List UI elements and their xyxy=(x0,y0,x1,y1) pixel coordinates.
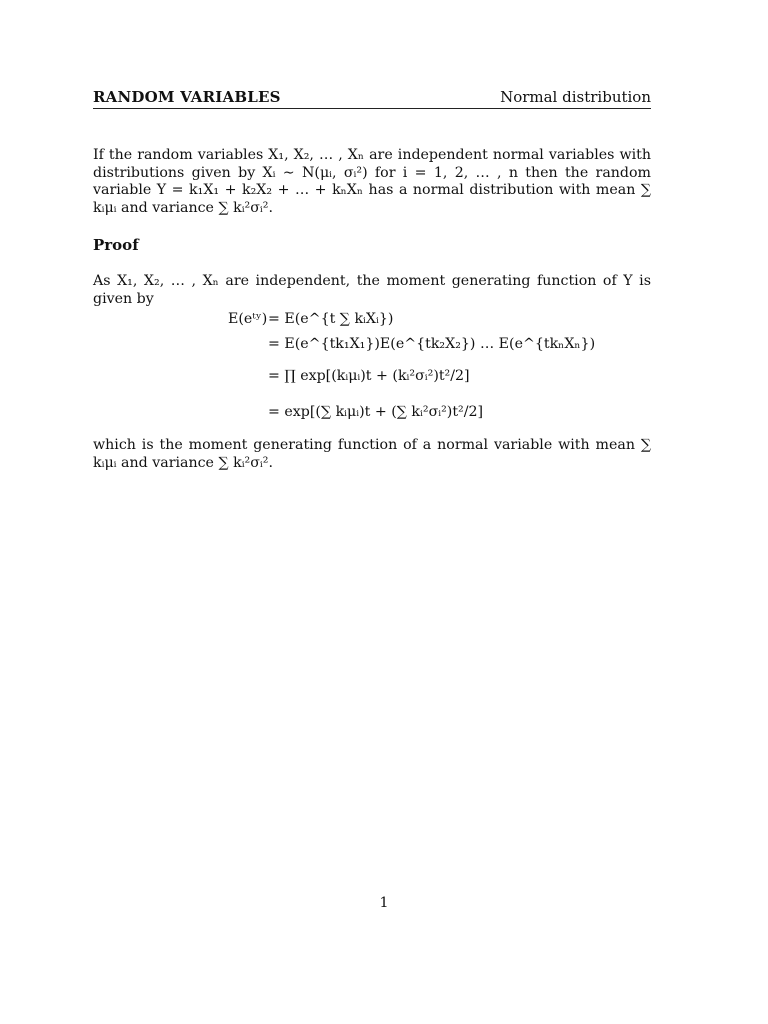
header-section: Normal distribution xyxy=(500,88,651,106)
equation-line-2: = E(e^{tk₁X₁})E(e^{tk₂X₂}) … E(e^{tkₙXₙ}) xyxy=(268,336,596,352)
page-header xyxy=(93,88,651,109)
proof-heading: Proof xyxy=(93,236,139,254)
equation-line-4: = exp[(∑ kᵢμᵢ)t + (∑ kᵢ²σᵢ²)t²/2] xyxy=(268,404,484,420)
page-number: 1 xyxy=(379,895,389,911)
header-title: RANDOM VARIABLES xyxy=(93,88,281,106)
conclusion-paragraph: which is the moment generating function of a normal variable with mean ∑ kᵢμᵢ and variance ∑ kᵢ²σᵢ². xyxy=(93,437,651,471)
theorem-paragraph: If the random variables X₁, X₂, … , Xₙ are independent normal variables with distributions given by Xᵢ ∼ N(μᵢ, σᵢ²) for i = 1, 2, … , n then the random variable Y = k₁X₁ + k₂X₂ + … + kₙXₙ has a normal distribution with mean ∑ kᵢμᵢ and variance ∑ kᵢ²σᵢ². xyxy=(93,147,651,216)
equation-line-1: = E(e^{t ∑ kᵢXᵢ}) xyxy=(268,311,394,327)
equation-line-3: = ∏ exp[(kᵢμᵢ)t + (kᵢ²σᵢ²)t²/2] xyxy=(268,368,470,384)
equation-lhs: E(eᵗʸ) xyxy=(228,311,268,327)
proof-intro-paragraph: As X₁, X₂, … , Xₙ are independent, the moment generating function of Y is given by xyxy=(93,273,651,307)
